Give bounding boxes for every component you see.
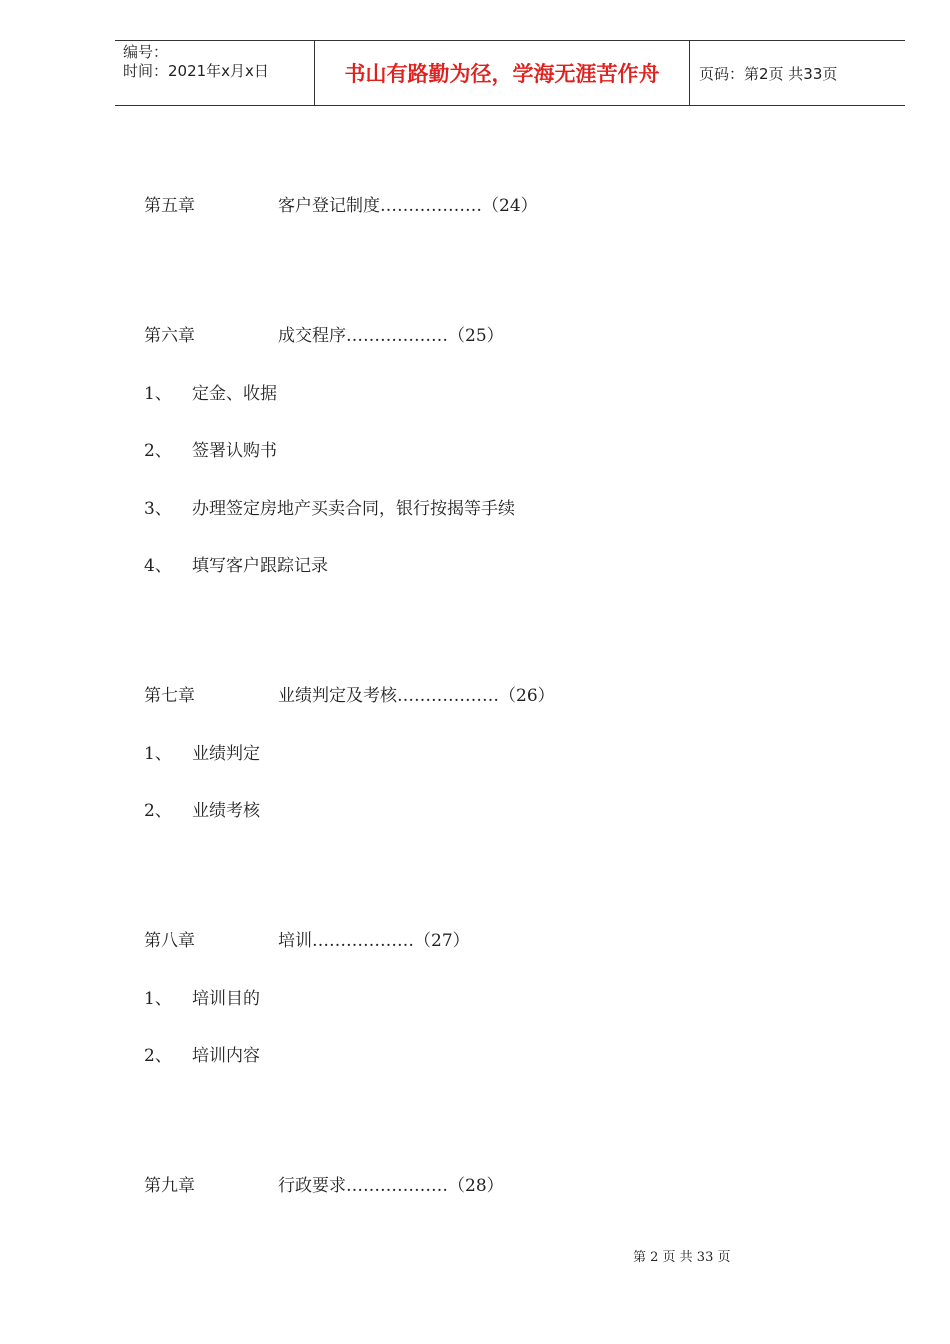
item-number: 2、 (144, 1046, 172, 1066)
item-text: 业绩考核 (192, 801, 260, 821)
item-text: 签署认购书 (192, 441, 277, 461)
toc-item (144, 554, 328, 578)
toc-chapter-6 (144, 324, 504, 348)
item-number: 3、 (144, 499, 172, 519)
chapter-label: 第六章 (144, 326, 195, 346)
page-header (115, 40, 905, 106)
chapter-title: 行政要求………………（28） (278, 1176, 504, 1196)
chapter-title: 客户登记制度………………（24） (278, 196, 538, 216)
item-number: 2、 (144, 801, 172, 821)
toc-item (144, 742, 260, 766)
toc-item (144, 1044, 260, 1068)
chapter-title: 成交程序………………（25） (278, 326, 504, 346)
chapter-title: 业绩判定及考核………………（26） (278, 686, 555, 706)
toc-chapter-5 (144, 194, 538, 218)
toc-chapter-7 (144, 684, 555, 708)
document-date: 时间：2021年x月x日 (123, 62, 269, 80)
header-motto: 书山有路勤为径，学海无涯苦作舟 (315, 41, 690, 105)
item-text: 培训目的 (192, 989, 260, 1009)
toc-item (144, 799, 260, 823)
item-number: 1、 (144, 384, 172, 404)
chapter-label: 第九章 (144, 1176, 195, 1196)
toc-item (144, 439, 277, 463)
toc-chapter-9 (144, 1174, 504, 1198)
page-footer: 第 2 页 共 33 页 (633, 1250, 731, 1265)
header-meta (115, 41, 315, 105)
item-number: 2、 (144, 441, 172, 461)
item-text: 培训内容 (192, 1046, 260, 1066)
item-text: 填写客户跟踪记录 (192, 556, 328, 576)
toc-chapter-8 (144, 929, 470, 953)
chapter-label: 第八章 (144, 931, 195, 951)
document-number-label: 编号： (123, 43, 169, 61)
chapter-title: 培训………………（27） (278, 931, 470, 951)
toc-item (144, 987, 260, 1011)
item-text: 业绩判定 (192, 744, 260, 764)
item-number: 4、 (144, 556, 172, 576)
chapter-label: 第五章 (144, 196, 195, 216)
chapter-label: 第七章 (144, 686, 195, 706)
toc-item (144, 382, 277, 406)
toc-item (144, 497, 515, 521)
item-text: 定金、收据 (192, 384, 277, 404)
header-page-info: 页码：第2页 共33页 (699, 64, 838, 83)
item-number: 1、 (144, 989, 172, 1009)
item-text: 办理签定房地产买卖合同，银行按揭等手续 (192, 499, 515, 519)
item-number: 1、 (144, 744, 172, 764)
